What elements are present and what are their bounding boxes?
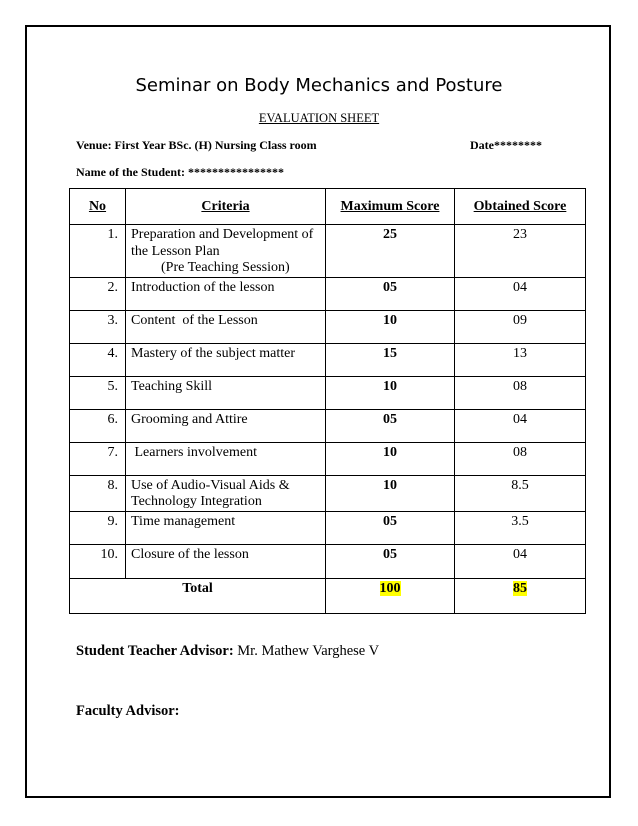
table-row	[70, 409, 586, 442]
criteria-text: Preparation and Development of the Lesson Plan	[131, 227, 314, 259]
row-maximum-score: 10	[326, 310, 455, 343]
row-number: 7.	[70, 442, 126, 475]
table-row	[70, 343, 586, 376]
venue-line: Venue: First Year BSc. (H) Nursing Class room	[76, 138, 317, 152]
row-obtained-score: 3.5	[455, 511, 586, 544]
row-criteria	[126, 225, 326, 278]
row-number: 8.	[70, 475, 126, 511]
table-row	[70, 475, 586, 511]
row-maximum-score: 05	[326, 277, 455, 310]
student-teacher-advisor	[76, 643, 379, 660]
row-obtained-score: 08	[455, 442, 586, 475]
total-obtained-value: 85	[513, 580, 527, 596]
row-criteria: Learners involvement	[126, 442, 326, 475]
advisor-name: Mr. Mathew Varghese V	[233, 643, 380, 659]
student-name-line: Name of the Student: ****************	[76, 165, 284, 179]
row-maximum-score: 15	[326, 343, 455, 376]
row-obtained-score: 04	[455, 544, 586, 578]
table-row	[70, 376, 586, 409]
row-criteria: Closure of the lesson	[126, 544, 326, 578]
table-row	[70, 225, 586, 278]
row-maximum-score: 05	[326, 409, 455, 442]
row-number: 3.	[70, 310, 126, 343]
row-maximum-score: 25	[326, 225, 455, 278]
table-row	[70, 277, 586, 310]
row-maximum-score: 05	[326, 511, 455, 544]
table-row	[70, 544, 586, 578]
row-obtained-score: 8.5	[455, 475, 586, 511]
criteria-subtext: (Pre Teaching Session)	[161, 260, 290, 275]
row-criteria: Introduction of the lesson	[126, 277, 326, 310]
row-maximum-score: 10	[326, 442, 455, 475]
header-maximum-score: Maximum Score	[326, 189, 455, 225]
row-criteria: Teaching Skill	[126, 376, 326, 409]
row-criteria: Content of the Lesson	[126, 310, 326, 343]
header-criteria: Criteria	[126, 189, 326, 225]
row-criteria: Grooming and Attire	[126, 409, 326, 442]
table-row	[70, 511, 586, 544]
total-row	[70, 578, 586, 613]
row-maximum-score: 05	[326, 544, 455, 578]
total-maximum-score	[326, 578, 455, 613]
row-number: 9.	[70, 511, 126, 544]
row-obtained-score: 04	[455, 277, 586, 310]
table-header-row	[70, 189, 586, 225]
row-criteria: Mastery of the subject matter	[126, 343, 326, 376]
table-row	[70, 310, 586, 343]
header-no: No	[70, 189, 126, 225]
row-number: 5.	[70, 376, 126, 409]
row-obtained-score: 09	[455, 310, 586, 343]
advisor-label: Student Teacher Advisor:	[76, 643, 234, 659]
row-maximum-score: 10	[326, 376, 455, 409]
document-subtitle: EVALUATION SHEET	[258, 111, 380, 125]
document-title: Seminar on Body Mechanics and Posture	[135, 75, 503, 96]
row-obtained-score: 23	[455, 225, 586, 278]
evaluation-table	[69, 188, 586, 614]
row-criteria: Time management	[126, 511, 326, 544]
total-label: Total	[70, 578, 326, 613]
row-number: 10.	[70, 544, 126, 578]
total-obtained-score	[455, 578, 586, 613]
total-maximum-value: 100	[379, 580, 401, 596]
row-number: 1.	[70, 225, 126, 278]
row-obtained-score: 13	[455, 343, 586, 376]
row-obtained-score: 08	[455, 376, 586, 409]
row-maximum-score: 10	[326, 475, 455, 511]
row-number: 2.	[70, 277, 126, 310]
row-number: 4.	[70, 343, 126, 376]
row-criteria: Use of Audio-Visual Aids & Technology Integration	[126, 475, 326, 511]
date-line: Date********	[470, 138, 542, 152]
row-obtained-score: 04	[455, 409, 586, 442]
table-row	[70, 442, 586, 475]
header-obtained-score: Obtained Score	[455, 189, 586, 225]
faculty-advisor-label: Faculty Advisor:	[76, 703, 180, 719]
row-number: 6.	[70, 409, 126, 442]
